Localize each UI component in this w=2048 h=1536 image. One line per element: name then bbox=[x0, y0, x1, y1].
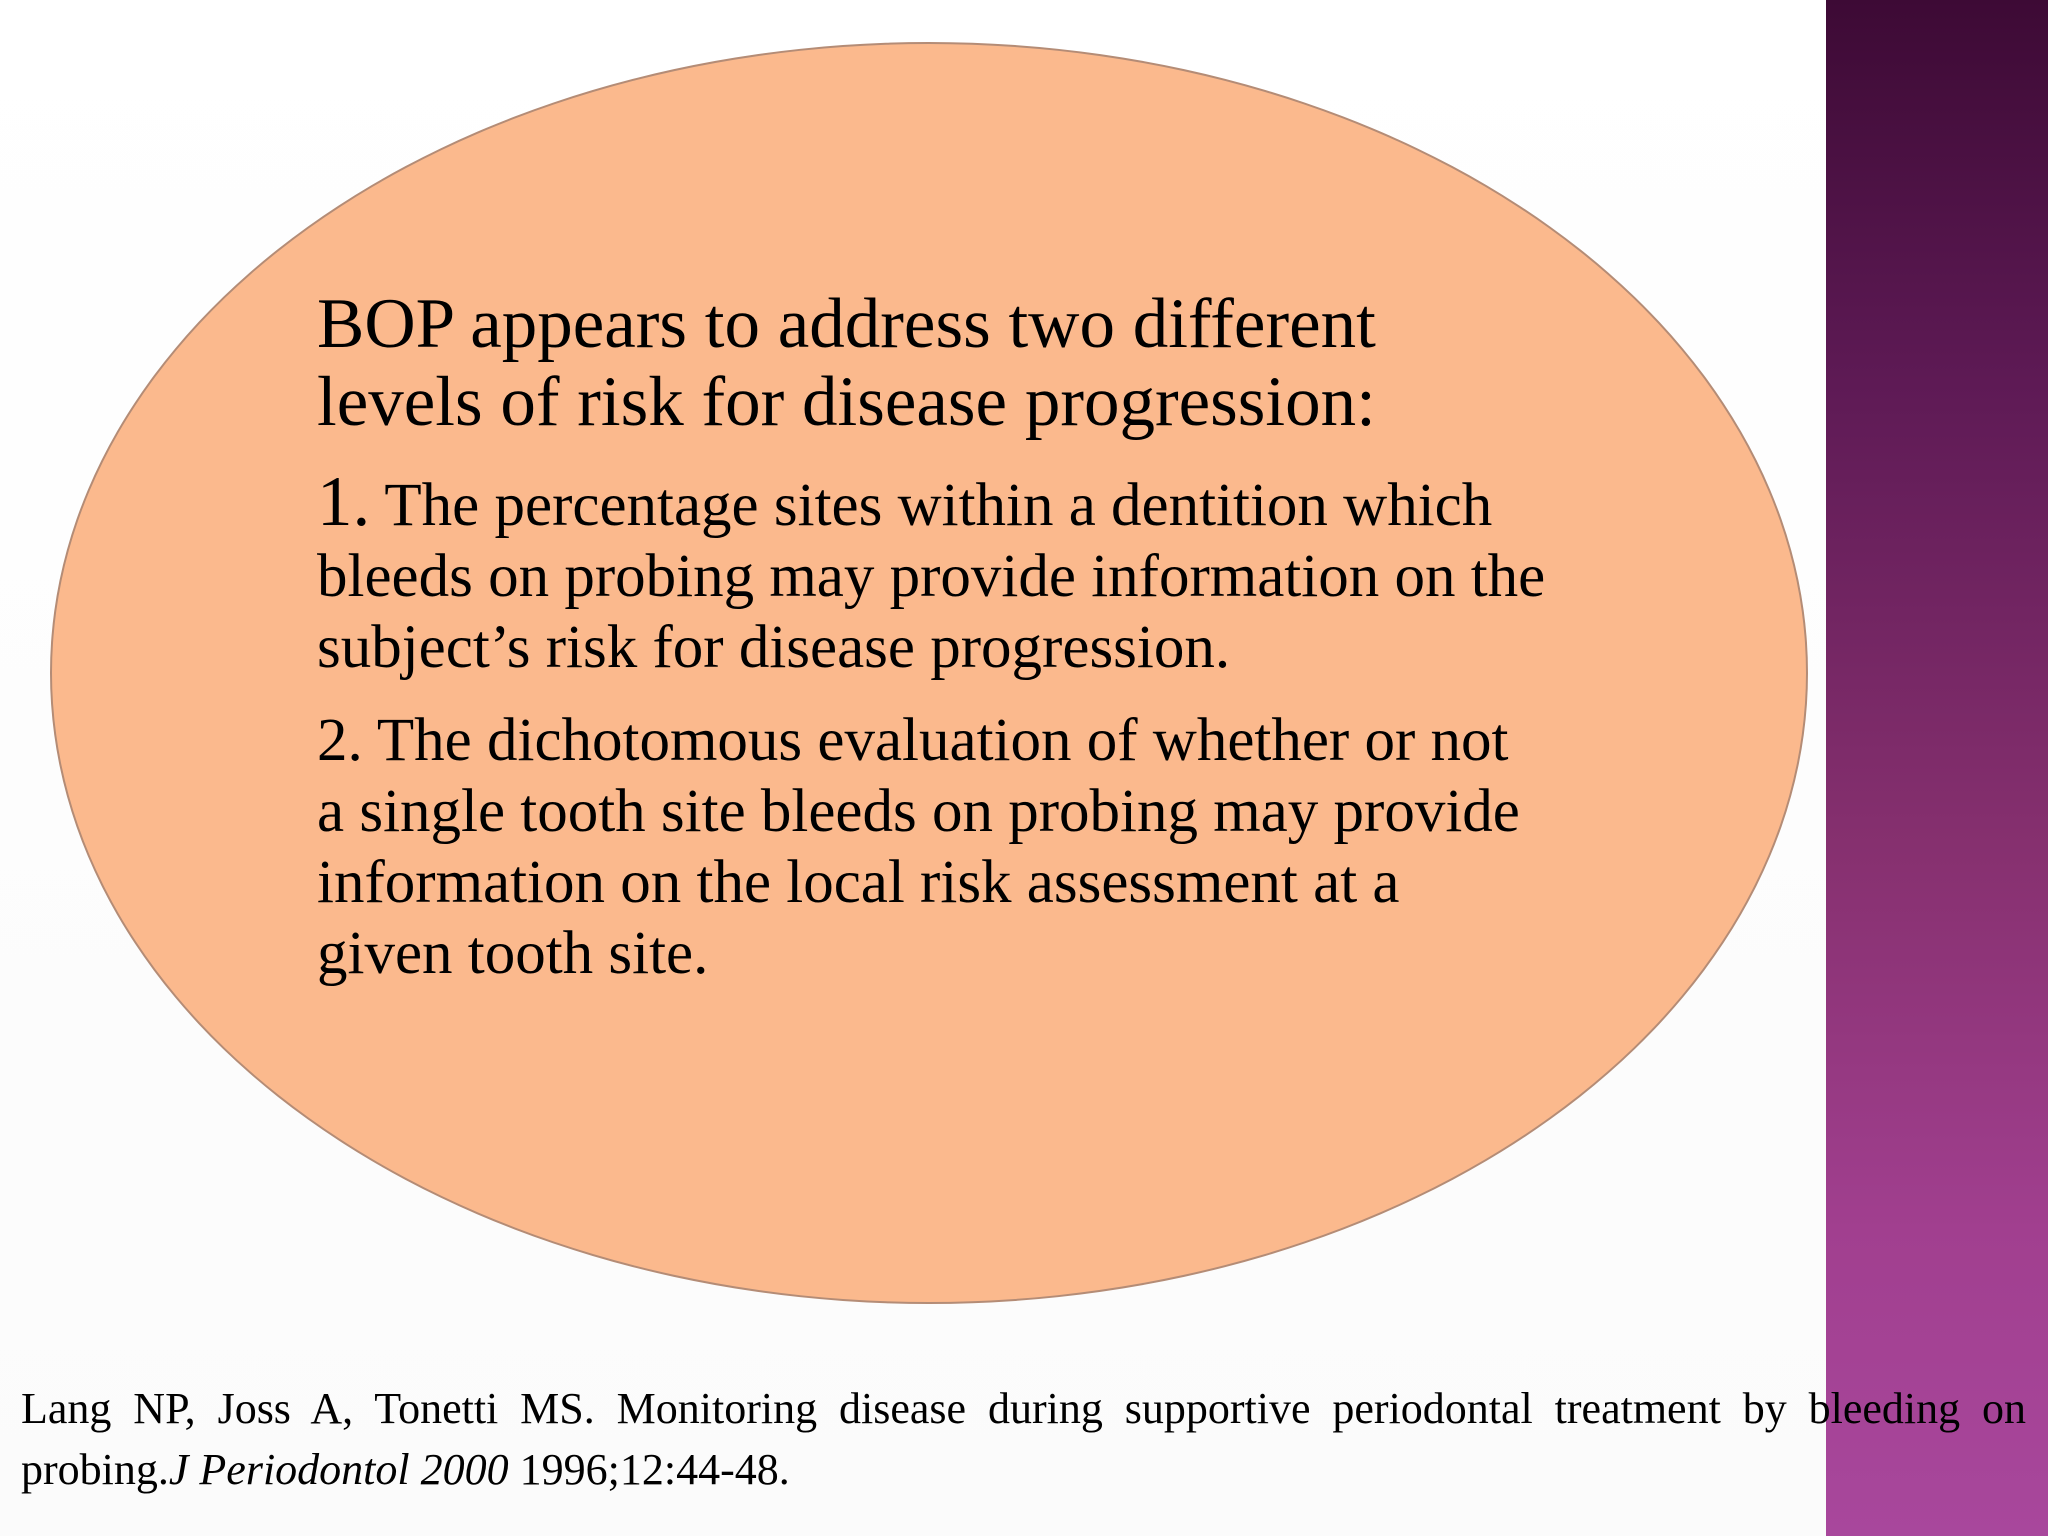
decorative-side-bar bbox=[1826, 0, 2048, 1536]
citation-details: 1996;12:44-48. bbox=[519, 1445, 790, 1494]
bubble-heading: BOP appears to address two different levels of risk for disease progression: bbox=[317, 285, 1376, 441]
citation-authors-title: Lang NP, Joss A, Tonetti MS. Monitoring disease during supportive periodontal treatment by bleeding on probing. bbox=[21, 1384, 2026, 1494]
point-1-number: 1. bbox=[317, 463, 371, 541]
ellipse-text-block bbox=[317, 285, 1547, 1011]
citation-journal: J Periodontol 2000 bbox=[168, 1445, 509, 1494]
point-2-number: 2. bbox=[317, 707, 363, 774]
point-1-text: The percentage sites within a dentition which bleeds on probing may provide information on the subject’s risk for disease progression. bbox=[317, 472, 1546, 681]
point-1 bbox=[317, 463, 1547, 683]
point-2 bbox=[317, 705, 1547, 989]
citation bbox=[21, 1378, 2026, 1500]
point-2-text: The dichotomous evaluation of whether or not a single tooth site bleeds on probing may provide information on the local risk assessment at a given tooth site. bbox=[317, 707, 1520, 987]
